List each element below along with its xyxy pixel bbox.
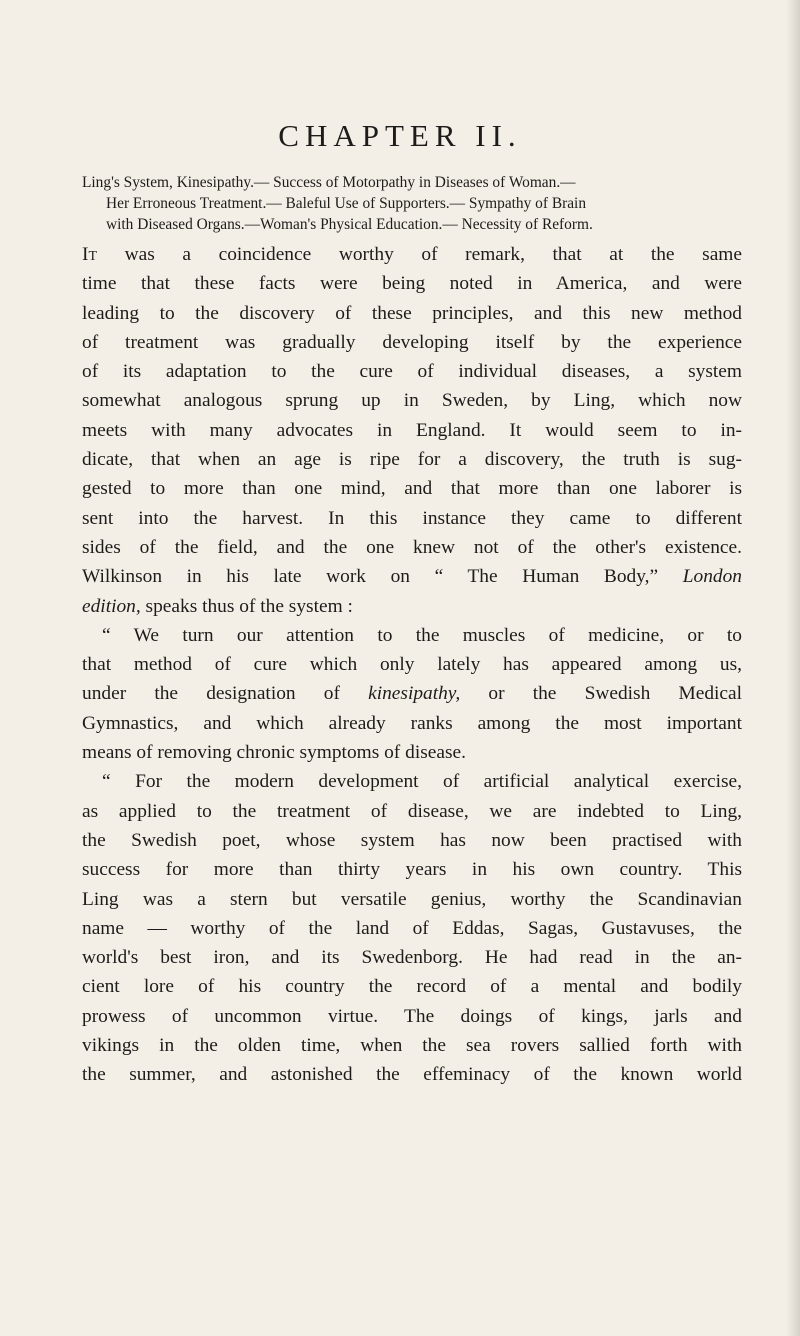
body-line: time that these facts were being noted in America, and were xyxy=(82,273,742,295)
body-line: means of removing chronic symptoms of disease. xyxy=(82,742,466,764)
body-line: gested to more than one mind, and that more than one laborer is xyxy=(82,478,742,500)
body-line: edition, speaks thus of the system : xyxy=(82,595,353,617)
body-line: Wilkinson in his late work on “ The Human Body,” London xyxy=(82,566,742,588)
synopsis-line: Her Erroneous Treatment.— Baleful Use of Supporters.— Sympathy of Brain xyxy=(106,195,587,212)
body-line: name — worthy of the land of Eddas, Sagas, Gustavuses, the xyxy=(82,917,742,939)
body-line: sides of the field, and the one knew not of the other's existence. xyxy=(82,536,742,558)
body-line: world's best iron, and its Swedenborg. He had read in the an- xyxy=(82,947,742,969)
body-line: of its adaptation to the cure of individual diseases, a system xyxy=(82,361,742,383)
body-line: cient lore of his country the record of a mental and bodily xyxy=(82,976,742,998)
body-line: success for more than thirty years in his own country. This xyxy=(82,859,742,881)
body-line: dicate, that when an age is ripe for a discovery, the truth is sug- xyxy=(82,449,742,471)
body-line: Ling was a stern but versatile genius, worthy the Scandinavian xyxy=(82,888,742,910)
chapter-title: CHAPTER II. xyxy=(278,118,522,153)
body-line: It was a coincidence worthy of remark, that at the same xyxy=(82,244,742,265)
body-line: vikings in the olden time, when the sea rovers sallied forth with xyxy=(82,1035,742,1057)
body-line: as applied to the treatment of disease, we are indebted to Ling, xyxy=(82,800,742,822)
body-line: under the designation of kinesipathy, or the Swedish Medical xyxy=(82,683,742,705)
body-line: the summer, and astonished the effeminacy of the known world xyxy=(82,1064,742,1086)
body-line: leading to the discovery of these principles, and this new method xyxy=(82,302,742,324)
body-line: somewhat analogous sprung up in Sweden, by Ling, which now xyxy=(82,390,742,412)
body-line: sent into the harvest. In this instance they came to different xyxy=(82,507,742,529)
body-line: “ We turn our attention to the muscles of medicine, or to xyxy=(102,624,742,646)
page-edge-shadow xyxy=(786,0,800,1336)
chapter-body-text xyxy=(82,240,742,1090)
body-line: of treatment was gradually developing itself by the experience xyxy=(82,331,742,353)
synopsis-line: Ling's System, Kinesipathy.— Success of Motorpathy in Diseases of Woman.— xyxy=(82,174,576,191)
body-line: prowess of uncommon virtue. The doings of kings, jarls and xyxy=(82,1005,742,1027)
body-line: Gymnastics, and which already ranks among the most important xyxy=(82,712,742,734)
body-line: that method of cure which only lately has appeared among us, xyxy=(82,654,742,676)
synopsis-line: with Diseased Organs.—Woman's Physical Education.— Necessity of Reform. xyxy=(106,216,593,233)
body-line: meets with many advocates in England. It would seem to in- xyxy=(82,419,742,441)
body-line: the Swedish poet, whose system has now been practised with xyxy=(82,829,742,851)
body-line: “ For the modern development of artificial analytical exercise, xyxy=(102,771,742,793)
chapter-synopsis xyxy=(82,172,742,235)
